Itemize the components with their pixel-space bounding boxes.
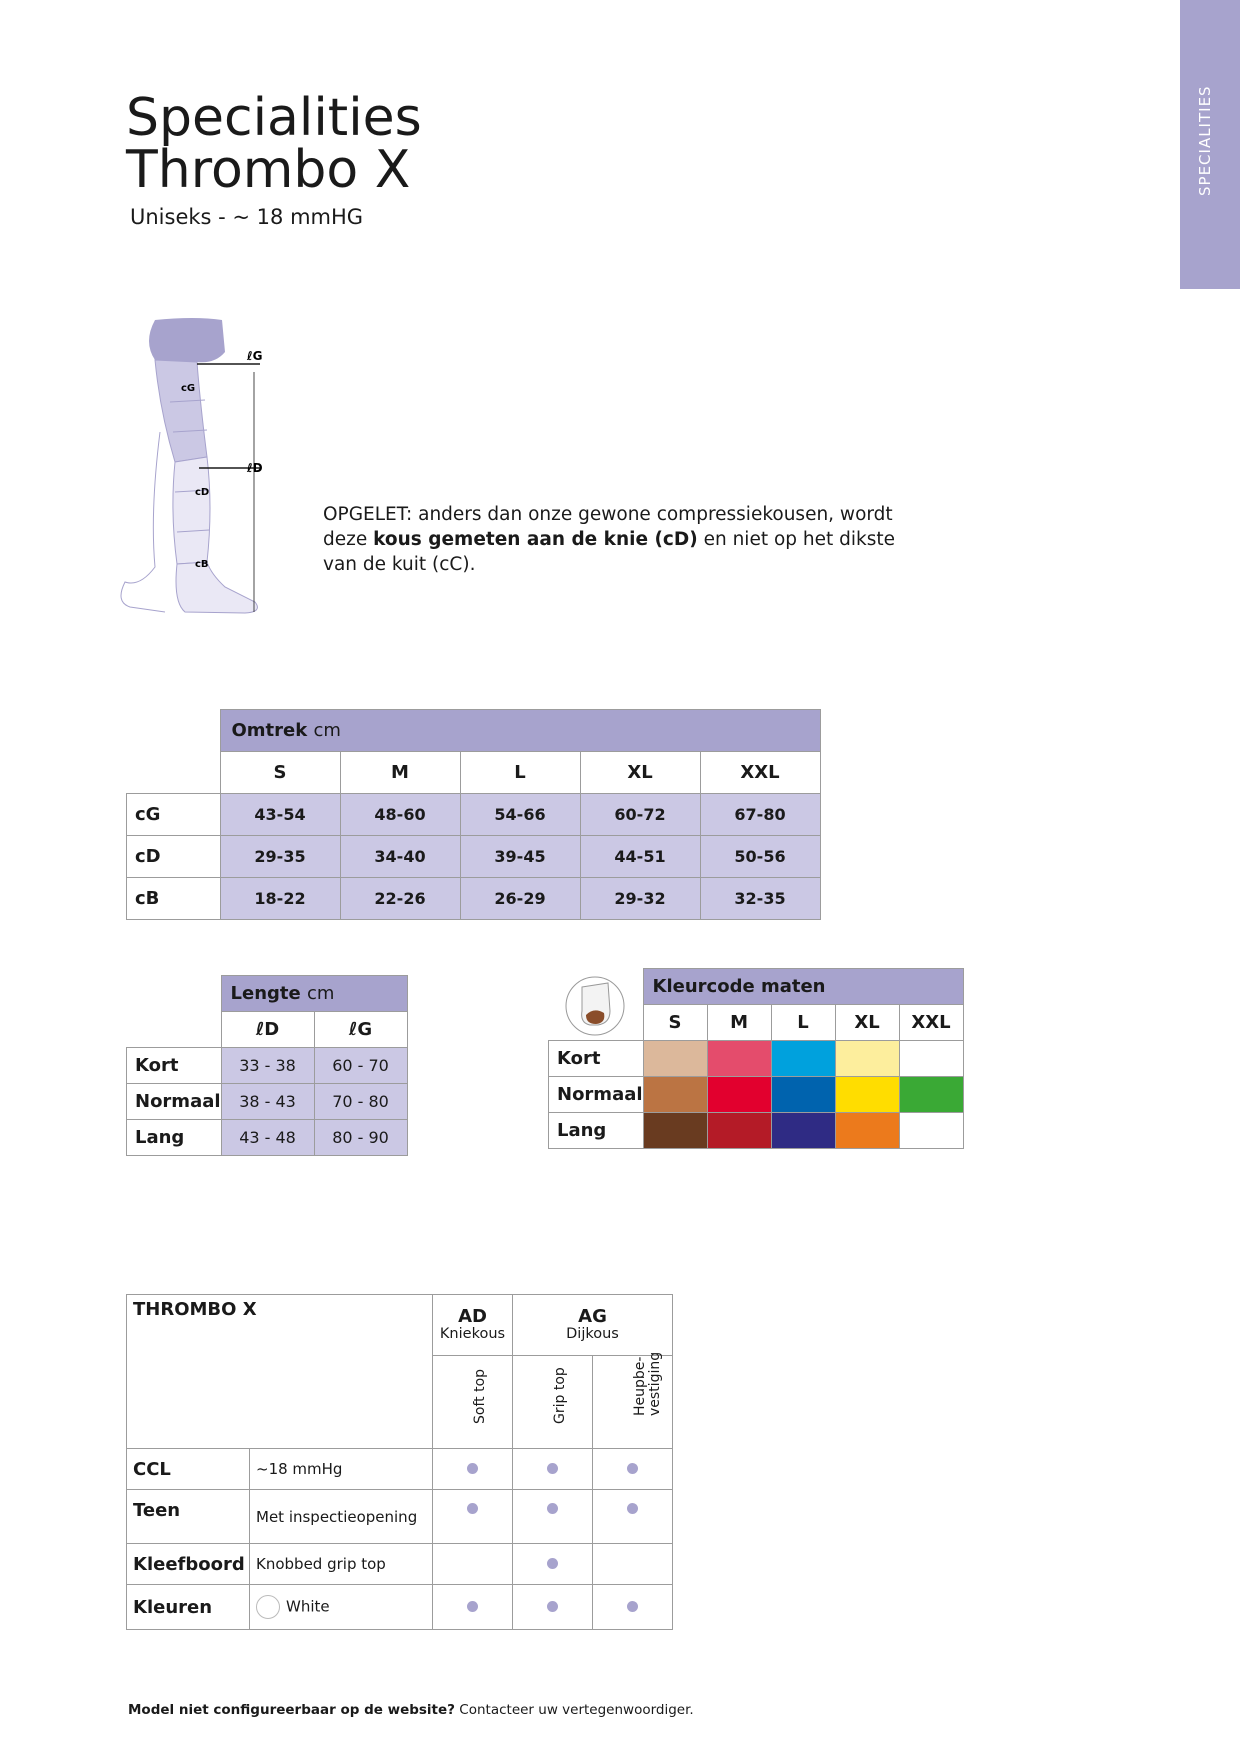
diagram-cB: cB xyxy=(195,559,209,570)
color-swatch xyxy=(771,1041,835,1077)
omtrek-header: Omtrek cm xyxy=(220,710,820,752)
size-m: M xyxy=(340,752,460,794)
ag-header: AG Dijkous xyxy=(513,1295,673,1356)
dot-icon xyxy=(547,1558,558,1569)
color-swatch xyxy=(771,1077,835,1113)
diagram-lD: ℓD xyxy=(247,461,263,475)
table-row: cG 43-54 48-60 54-66 60-72 67-80 xyxy=(127,794,821,836)
color-swatch xyxy=(707,1077,771,1113)
soft-top-header: Soft top xyxy=(433,1356,513,1449)
color-swatch xyxy=(707,1113,771,1149)
color-swatch xyxy=(835,1041,899,1077)
dot-icon xyxy=(547,1463,558,1474)
color-swatch xyxy=(835,1077,899,1113)
table-row: Teen Met inspectieopening xyxy=(127,1490,673,1544)
side-tab-label: SPECIALITIES xyxy=(1196,85,1214,196)
thrombo-x-table xyxy=(126,1294,673,1630)
dot-icon xyxy=(467,1601,478,1612)
subtitle: Uniseks - ~ 18 mmHG xyxy=(130,205,364,229)
color-swatch xyxy=(643,1077,707,1113)
diagram-cG: cG xyxy=(181,383,196,394)
title-line-1: Specialities xyxy=(126,88,422,148)
grip-top-header: Grip top xyxy=(513,1356,593,1449)
footer-note: Model niet configureerbaar op de website? Contacteer uw vertegenwoordiger. xyxy=(128,1702,694,1718)
color-swatch xyxy=(835,1113,899,1149)
color-swatch xyxy=(899,1041,963,1077)
dot-icon xyxy=(467,1463,478,1474)
col-lD: ℓD xyxy=(221,1012,314,1048)
col-lG: ℓG xyxy=(314,1012,407,1048)
white-color-icon xyxy=(256,1595,280,1619)
heupbevestiging-header: Heupbe-vestiging xyxy=(593,1356,673,1449)
table-row: Lang 43 - 48 80 - 90 xyxy=(127,1120,408,1156)
dot-icon xyxy=(627,1503,638,1514)
table-row: Kleefboord Knobbed grip top xyxy=(127,1544,673,1585)
size-s: S xyxy=(220,752,340,794)
color-swatch xyxy=(899,1113,963,1149)
dot-icon xyxy=(627,1601,638,1612)
color-swatch xyxy=(899,1077,963,1113)
measurement-note: OPGELET: anders dan onze gewone compressiekousen, wordt deze kous gemeten aan de knie (cD) en niet op het dikste van de kuit (cC). xyxy=(323,504,896,575)
kleurcode-header: Kleurcode maten xyxy=(643,969,963,1005)
color-swatch xyxy=(643,1113,707,1149)
table-row: cD 29-35 34-40 39-45 44-51 50-56 xyxy=(127,836,821,878)
color-swatch xyxy=(771,1113,835,1149)
table-row: Kort 33 - 38 60 - 70 xyxy=(127,1048,408,1084)
thrombo-title: THROMBO X xyxy=(127,1295,433,1449)
lengte-header: Lengte cm xyxy=(221,976,407,1012)
lengte-table xyxy=(126,975,408,1156)
omtrek-table xyxy=(126,709,821,920)
table-row: Normaal 38 - 43 70 - 80 xyxy=(127,1084,408,1120)
title-line-2: Thrombo X xyxy=(126,140,411,200)
table-row: CCL ~18 mmHg xyxy=(127,1449,673,1490)
table-row: Normaal xyxy=(549,1077,964,1113)
size-xxl: XXL xyxy=(700,752,820,794)
ad-header: AD Kniekous xyxy=(433,1295,513,1356)
page-title xyxy=(126,88,422,200)
table-row: Kort xyxy=(549,1041,964,1077)
leg-measurement-diagram xyxy=(115,312,275,617)
diagram-cD: cD xyxy=(195,487,210,498)
dot-icon xyxy=(467,1503,478,1514)
side-tab xyxy=(1180,0,1240,289)
size-xl: XL xyxy=(580,752,700,794)
color-swatch xyxy=(643,1041,707,1077)
table-row: Kleuren White xyxy=(127,1585,673,1630)
color-swatch xyxy=(707,1041,771,1077)
table-row: cB 18-22 22-26 26-29 29-32 32-35 xyxy=(127,878,821,920)
dot-icon xyxy=(547,1503,558,1514)
diagram-lG: ℓG xyxy=(247,349,263,363)
size-l: L xyxy=(460,752,580,794)
kleurcode-table: Kleurcode maten S M L XL XXL Kort Normaal Lang xyxy=(548,968,964,1149)
dot-icon xyxy=(627,1463,638,1474)
dot-icon xyxy=(547,1601,558,1612)
table-row: Lang xyxy=(549,1113,964,1149)
